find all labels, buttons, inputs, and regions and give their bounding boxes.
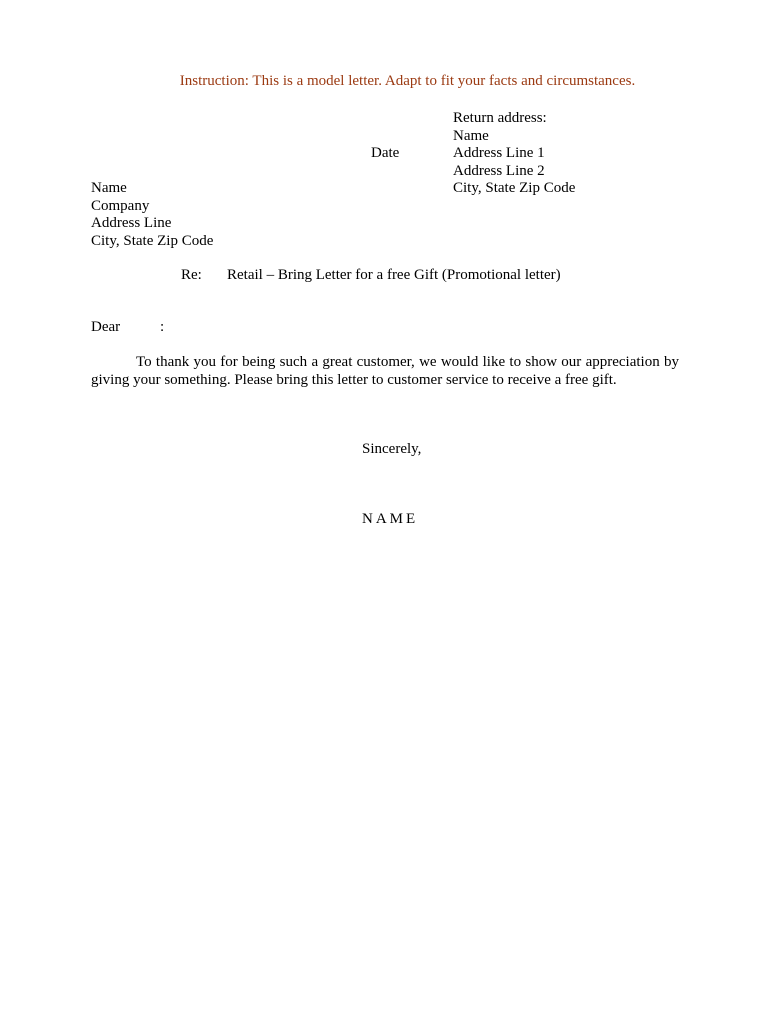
letter-date: Date — [371, 145, 400, 161]
recipient-address-line: Address Line — [91, 215, 172, 231]
re-label: Re: — [181, 267, 202, 283]
recipient-address-block — [91, 180, 213, 250]
return-address-line2: Address Line 2 — [453, 162, 545, 179]
instruction-note: Instruction: This is a model letter. Adapt to fit your facts and circumstances. — [179, 73, 636, 89]
salutation-dear: Dear — [91, 319, 121, 335]
return-address-city-state-zip: City, State Zip Code — [453, 180, 576, 196]
return-address-label: Return address: — [453, 110, 547, 126]
return-address-name: Name — [453, 127, 489, 144]
letter-closing: Sincerely, — [362, 441, 422, 457]
signature-name: NAME — [362, 511, 419, 527]
recipient-name: Name — [91, 180, 127, 196]
recipient-company: Company — [91, 197, 150, 214]
letter-body-paragraph: To thank you for being such a great customer, we would like to show our appreciation by giving your something. Please bring this letter to customer service to receive a free gift. — [91, 354, 679, 388]
re-subject: Retail – Bring Letter for a free Gift (Promotional letter) — [227, 267, 561, 283]
return-address-line1: Address Line 1 — [453, 145, 545, 161]
recipient-city-state-zip: City, State Zip Code — [91, 232, 214, 249]
salutation-colon: : — [160, 319, 165, 335]
return-address-block — [453, 110, 575, 198]
